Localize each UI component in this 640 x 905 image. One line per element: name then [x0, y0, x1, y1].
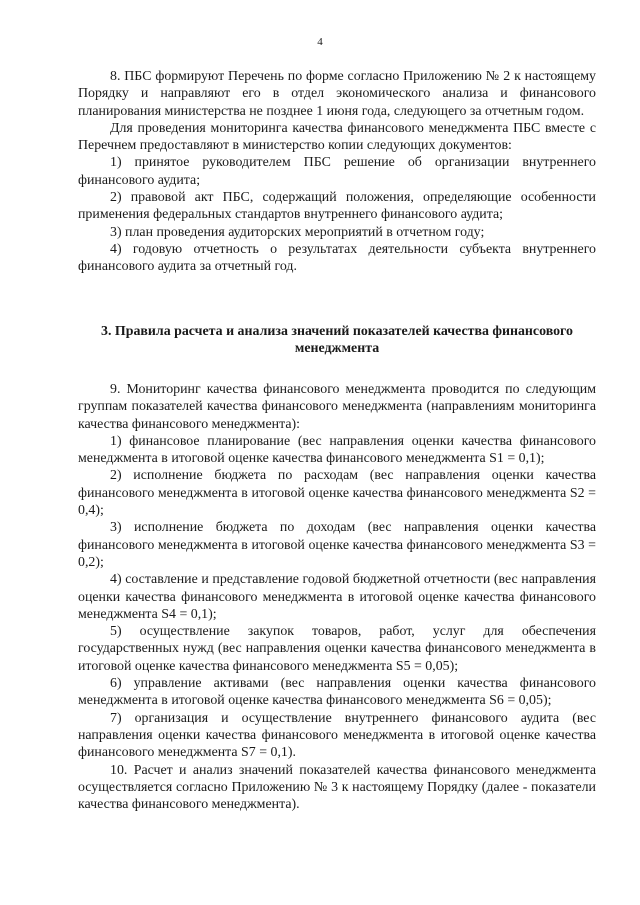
direction-item-2: 2) исполнение бюджета по расходам (вес направления оценки качества финансового менеджмента в итоговой оценке качества финансового менеджмента S2 = 0,4);: [78, 468, 596, 519]
paragraphs-before-section: [78, 68, 596, 276]
paragraphs-after-section: [78, 381, 596, 813]
direction-item-4: 4) составление и представление годовой бюджетной отчетности (вес направления оценки качества финансового менеджмента в итоговой оценке качества финансового менеджмента S4 = 0,1);: [78, 572, 596, 622]
direction-item-5: 5) осуществление закупок товаров, работ, услуг для обеспечения государственных нужд (вес направления оценки качества финансового менеджмента в итоговой оценке качества финансового менеджмента S5 = 0,05);: [78, 624, 596, 674]
list-item-3: 3) план проведения аудиторских мероприятий в отчетном году;: [110, 224, 485, 240]
direction-item-1: 1) финансовое планирование (вес направления оценки качества финансового менеджмента в итоговой оценке качества финансового менеджмента S1 = 0,1);: [78, 433, 596, 467]
direction-item-7: 7) организация и осуществление внутреннего финансового аудита (вес направления оценки качества финансового менеджмента в итоговой оценке качества финансового менеджмента S7 = 0,1).: [78, 710, 596, 761]
page-number: 4: [317, 36, 323, 48]
list-item-4: 4) годовую отчетность о результатах деятельности субъекта внутреннего финансового аудита за отчетный год.: [78, 241, 596, 275]
paragraph-item-9: 9. Мониторинг качества финансового менеджмента проводится по следующим группам показателей качества финансового менеджмента (направлениям мониторинга качества финансового менеджмента):: [78, 382, 596, 432]
paragraph-item-10: 10. Расчет и анализ значений показателей качества финансового менеджмента осуществляется согласно Приложению № 3 к настоящему Порядку (далее - показатели качества финансового менеджмента).: [78, 762, 596, 813]
list-item-2: 2) правовой акт ПБС, содержащий положения, определяющие особенности применения федеральных стандартов внутреннего финансового аудита;: [78, 190, 596, 223]
paragraph-documents-intro: Для проведения мониторинга качества финансового менеджмента ПБС вместе с Перечнем предоставляют в министерство копии следующих документов:: [78, 120, 596, 154]
direction-item-3: 3) исполнение бюджета по доходам (вес направления оценки качества финансового менеджмента в итоговой оценке качества финансового менеджмента S3 = 0,2);: [78, 520, 596, 570]
direction-item-6: 6) управление активами (вес направления оценки качества финансового менеджмента в итоговой оценке качества финансового менеджмента S6 = 0,05);: [78, 676, 596, 709]
list-item-1: 1) принятое руководителем ПБС решение об организации внутреннего финансового аудита;: [78, 155, 596, 188]
paragraph-item-8: 8. ПБС формируют Перечень по форме согласно Приложению № 2 к настоящему Порядку и направляют его в отдел экономического анализа и финансового планирования министерства не позднее 1 июня года, следующего за отчетным годом.: [78, 69, 596, 119]
section-title: 3. Правила расчета и анализа значений показателей качества финансового менеджмента: [101, 324, 573, 357]
